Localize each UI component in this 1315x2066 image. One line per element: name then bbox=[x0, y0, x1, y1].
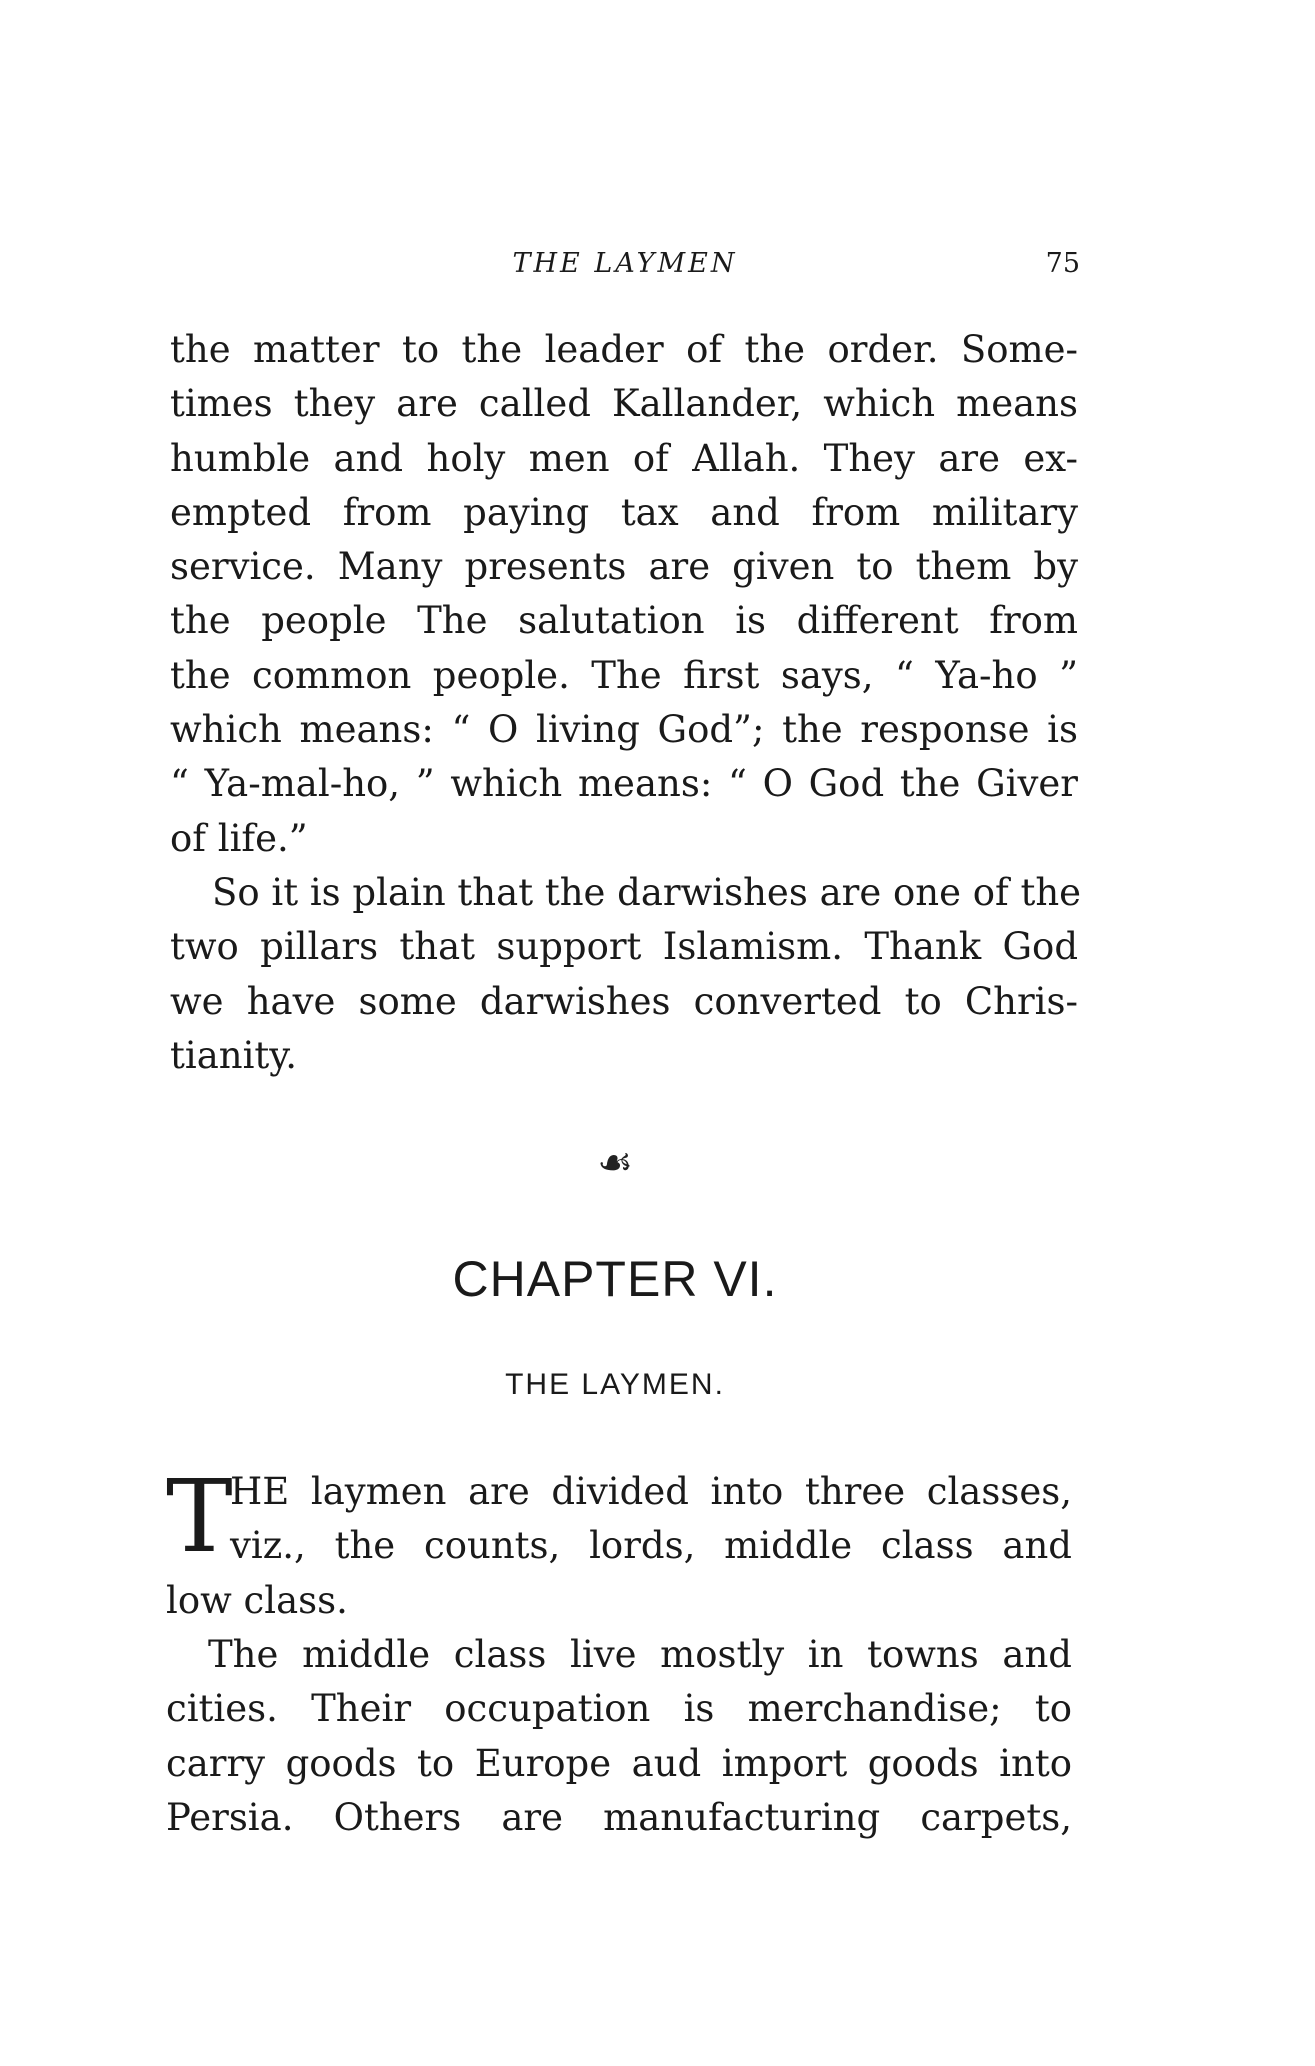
text-line: service. Many presents are given to them by bbox=[170, 545, 1078, 589]
text-line: viz., the counts, lords, middle class and bbox=[230, 1524, 1072, 1568]
text-line: two pillars that support Islamism. Thank God bbox=[170, 925, 1078, 969]
paragraph-2 bbox=[170, 866, 1082, 1083]
running-head bbox=[170, 248, 1080, 288]
section-title: THE LAYMEN. bbox=[505, 1368, 725, 1401]
running-title: THE LAYMEN bbox=[512, 248, 738, 279]
text-line: times they are called Kallander, which means bbox=[170, 382, 1078, 426]
text-line: empted from paying tax and from military bbox=[170, 490, 1078, 534]
paragraph-1 bbox=[170, 323, 1078, 866]
text-line: “ Ya-mal-ho, ” which means: “ O God the Giver bbox=[170, 762, 1078, 806]
text-line: which means: “ O living God”; the response is bbox=[170, 708, 1078, 752]
text-line: HE laymen are divided into three classes, bbox=[230, 1470, 1072, 1513]
text-line: cities. Their occupation is merchandise; to bbox=[166, 1687, 1072, 1731]
text-line: The middle class live mostly in towns and bbox=[208, 1633, 1072, 1676]
text-line: So it is plain that the darwishes are one of the bbox=[212, 871, 1082, 914]
text-line: humble and holy men of Allah. They are ex- bbox=[170, 436, 1078, 480]
fleuron-ornament-icon: ☙ bbox=[597, 1140, 633, 1186]
text-line: carry goods to Europe aud import goods into bbox=[166, 1741, 1072, 1785]
text-line: the people The salutation is different from bbox=[170, 599, 1078, 643]
chapter-title: CHAPTER VI. bbox=[452, 1251, 778, 1307]
page-number: 75 bbox=[1045, 248, 1080, 279]
paragraph-3 bbox=[166, 1458, 1072, 1628]
text-line: the matter to the leader of the order. Some- bbox=[170, 328, 1078, 371]
text-line: we have some darwishes converted to Chris- bbox=[170, 979, 1078, 1023]
drop-cap: T bbox=[166, 1458, 233, 1575]
text-line: low class. bbox=[166, 1578, 348, 1622]
paragraph-4 bbox=[166, 1628, 1072, 1845]
text-line: the common people. The first says, “ Ya-ho ” bbox=[170, 653, 1078, 697]
text-line: of life.” bbox=[170, 816, 308, 860]
text-line: Persia. Others are manufacturing carpets, bbox=[166, 1795, 1072, 1839]
text-line: tianity. bbox=[170, 1033, 298, 1077]
